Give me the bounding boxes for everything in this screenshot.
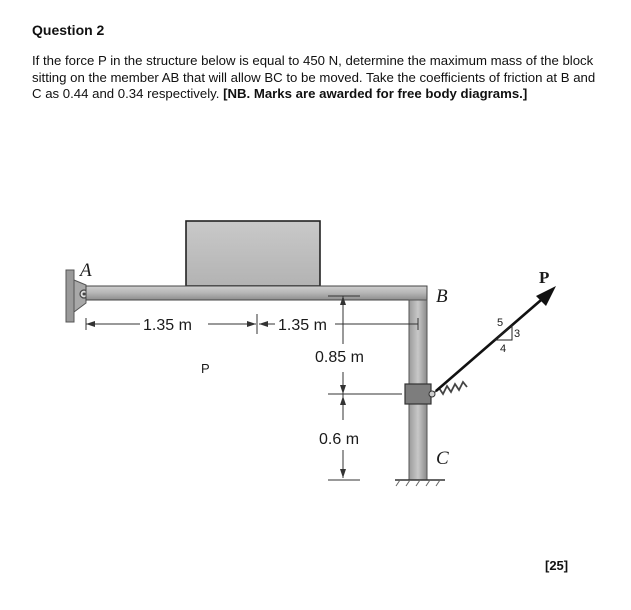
- question-heading: Question 2: [32, 22, 105, 38]
- slope-rise-label: 3: [514, 328, 521, 340]
- dim-ab-right-label: 1.35 m: [278, 317, 327, 334]
- question-body: If the force P in the structure below is equal to 450 N, determine the maximum mass of the block sitting on the member AB that will allow BC to be moved. Take the coefficients of friction at B and C as 0.44 and 0.34 respectively.: [32, 53, 596, 101]
- stray-p-label: P: [201, 361, 210, 376]
- force-p-label: P: [539, 268, 550, 287]
- dim-ab-left-label: 1.35 m: [143, 317, 192, 334]
- point-b-label: B: [436, 286, 448, 307]
- slope-run-label: 4: [500, 343, 507, 355]
- question-note: [NB. Marks are awarded for free body diagrams.]: [223, 86, 528, 101]
- collar: [405, 384, 431, 404]
- block: [186, 221, 320, 286]
- dim-vertical-bottom-label: 0.6 m: [319, 431, 360, 448]
- marks-label: [25]: [545, 558, 569, 573]
- member-ab: [86, 286, 427, 300]
- slope-hyp-label: 5: [497, 317, 504, 329]
- point-a-label: A: [80, 260, 92, 281]
- ground: [395, 480, 445, 486]
- horizontal-dimension: [86, 314, 418, 334]
- dim-vertical-top-label: 0.85 m: [315, 349, 364, 366]
- point-c-label: C: [436, 448, 449, 469]
